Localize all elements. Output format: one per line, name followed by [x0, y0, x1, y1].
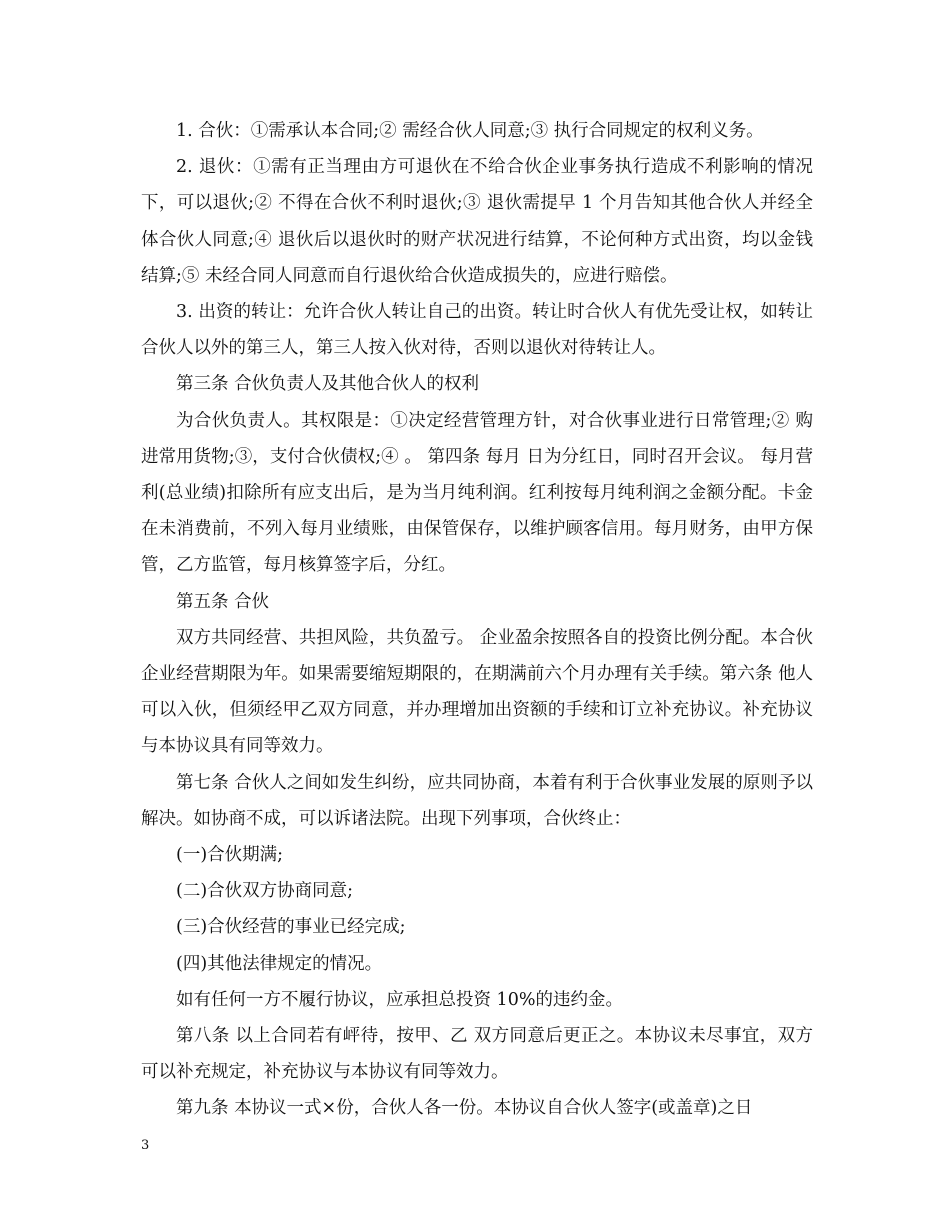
paragraph-joint-operation: 双方共同经营、共担风险，共负盈亏。 企业盈余按照各自的投资比例分配。本合伙企业经营期限为年。如果需要缩短期限的，在期满前六个月办理有关手续。第六条 他人可以入伙，但须经甲乙双方同意，并办理增加出资额的手续和订立补充协议。补充协议与本协议具有同等效力。 — [141, 627, 813, 757]
paragraph-article-8: 第八条 以上合同若有岼待，按甲、乙 双方同意后更正之。本协议未尽事宜，双方可以补充规定，补充协议与本协议有同等效力。 — [141, 1026, 813, 1083]
paragraph-article-7: 第七条 合伙人之间如发生纠纷，应共同协商，本着有利于合伙事业发展的原则予以解决。如协商不成，可以诉诸法院。出现下列事项，合伙终止： — [141, 772, 813, 829]
page-number: 3 — [141, 1138, 150, 1153]
paragraph-penalty: 如有任何一方不履行协议，应承担总投资 10%的违约金。 — [176, 989, 623, 1010]
paragraph-responsible-partner: 为合伙负责人。其权限是：①决定经营管理方针，对合伙事业进行日常管理;② 购进常用货物;③，支付合伙债权;④ 。 第四条 每月 日为分红日，同时召开会议。 每月营利(总业绩)扣除所有应支出后，是为当月纯利润。红利按每月纯利润之金额分配。卡金在未消费前，不列入每月业绩账，由保管保存，以维护顾客信用。每月财务，由甲方保管，乙方监管，每月核算签字后，分红。 — [141, 410, 813, 576]
list-item-termination-4: (四)其他法律规定的情况。 — [176, 953, 383, 974]
list-item-termination-2: (二)合伙双方协商同意; — [176, 881, 354, 902]
list-item-termination-1: (一)合伙期满; — [176, 845, 284, 866]
paragraph-join: 1. 合伙：①需承认本合同;② 需经合伙人同意;③ 执行合同规定的权利义务。 — [176, 121, 764, 141]
paragraph-article-9: 第九条 本协议一式×份，合伙人各一份。本协议自合伙人签字(或盖章)之日 — [176, 1098, 753, 1119]
article-3-heading: 第三条 合伙负责人及其他合伙人的权利 — [176, 374, 480, 395]
paragraph-withdrawal: 2. 退伙：①需有正当理由方可退伙在不给合伙企业事务执行造成不利影响的情况下，可以退伙;② 不得在合伙不利时退伙;③ 退伙需提早 1 个月告知其他合伙人并经全体合伙人同意;④ 退伙后以退伙时的财产状况进行结算，不论何种方式出资，均以金钱结算;⑤ 未经合同人同意而自行退伙给合伙造成损失的，应进行赔偿。 — [141, 157, 813, 286]
document-body — [141, 113, 813, 1127]
article-5-heading: 第五条 合伙 — [176, 591, 270, 612]
paragraph-capital-transfer: 3. 出资的转让：允许合伙人转让自己的出资。转让时合伙人有优先受让权，如转让合伙人以外的第三人，第三人按入伙对待，否则以退伙对待转让人。 — [141, 302, 813, 359]
list-item-termination-3: (三)合伙经营的事业已经完成; — [176, 917, 406, 938]
